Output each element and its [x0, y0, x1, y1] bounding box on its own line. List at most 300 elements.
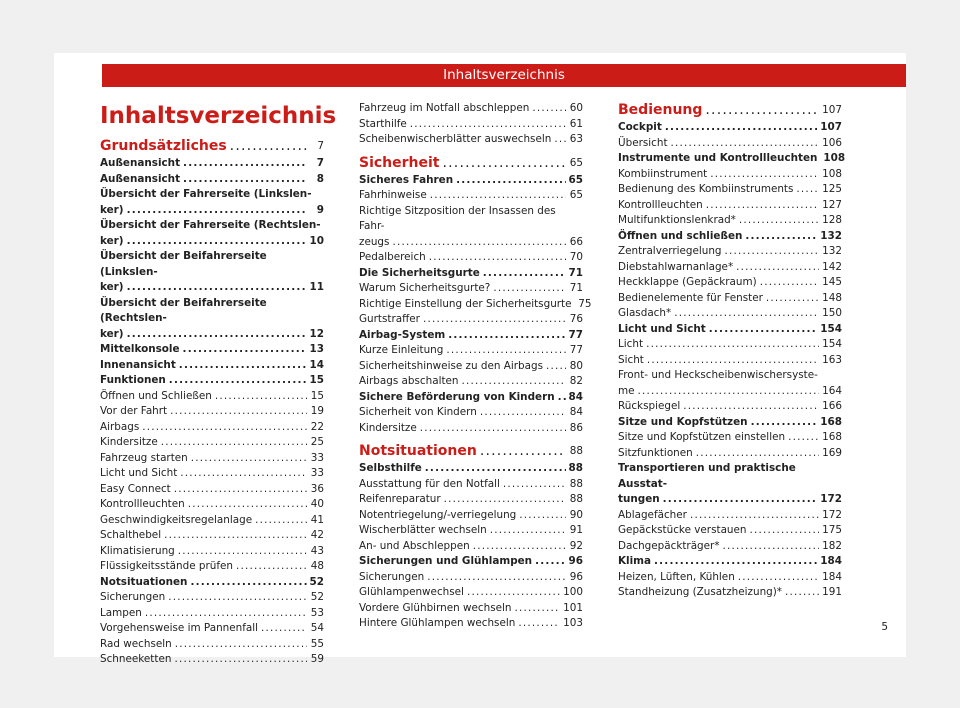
toc-entry-label: Vorgehensweise im Pannenfall: [100, 622, 259, 634]
dot-leader: [532, 101, 566, 117]
toc-entry[interactable]: [100, 420, 324, 436]
toc-entry[interactable]: [359, 523, 583, 539]
toc-entry-line: Transportieren und praktische Ausstat-: [618, 462, 796, 490]
dot-leader: [710, 167, 819, 183]
toc-entry[interactable]: [359, 281, 583, 297]
toc-entry[interactable]: [359, 405, 583, 421]
toc-entry[interactable]: [618, 229, 842, 245]
toc-page-number: 70: [569, 251, 583, 263]
toc-entry[interactable]: [359, 235, 583, 251]
toc-entry-label: Hintere Glühlampen wechseln: [359, 617, 516, 629]
toc-entry-label: Cockpit: [618, 121, 662, 133]
toc-entry[interactable]: [100, 156, 324, 172]
header-title: Inhaltsverzeichnis: [443, 67, 565, 83]
toc-entry-label: Sicherheit: [359, 154, 440, 171]
dot-leader: [425, 461, 566, 477]
toc-entry[interactable]: [618, 523, 842, 539]
toc-entry-label: ker): [100, 203, 124, 216]
document-page: [54, 53, 906, 665]
dot-leader: [190, 575, 306, 591]
dot-leader: [127, 234, 307, 250]
dot-leader: [142, 420, 307, 436]
toc-entry-label: Airbags: [100, 420, 140, 433]
toc-page-number: 19: [310, 405, 324, 417]
toc-entry[interactable]: [359, 570, 583, 586]
toc-entry[interactable]: [359, 312, 583, 328]
toc-entry[interactable]: [100, 637, 324, 653]
toc-page-number: 59: [310, 653, 324, 665]
toc-entry[interactable]: [618, 306, 842, 322]
dot-leader: [420, 421, 566, 437]
toc-entry-label: Pedalbereich: [359, 251, 426, 263]
toc-entry-label: Mittelkonsole: [100, 343, 180, 355]
toc-entry[interactable]: [359, 173, 583, 189]
toc-entry[interactable]: [100, 203, 324, 219]
toc-page-number: 164: [822, 384, 842, 397]
toc-page-number: 76: [569, 313, 583, 325]
toc-entry[interactable]: [618, 446, 842, 462]
dot-leader: [174, 652, 307, 668]
dot-leader: [518, 616, 560, 632]
toc-entry-label: Geschwindigkeitsregelanlage: [100, 513, 253, 526]
dot-leader: [423, 312, 566, 328]
toc-page-number: 60: [569, 102, 583, 114]
dot-leader: [456, 173, 565, 189]
dot-leader: [745, 229, 817, 245]
toc-entry[interactable]: [100, 528, 324, 544]
toc-page-number: 86: [569, 421, 583, 434]
toc-entry-label: Multifunktionslenkrad*: [618, 214, 736, 226]
toc-entry-label: Öffnen und Schließen: [100, 389, 212, 402]
dot-leader: [671, 136, 820, 152]
toc-entry[interactable]: [618, 120, 842, 136]
toc-entry[interactable]: [100, 544, 324, 560]
toc-entry-label: Schalthebel: [100, 529, 162, 541]
toc-entry-label: Vordere Glühbirnen wechseln: [359, 601, 512, 614]
toc-page-number: 154: [822, 338, 842, 350]
dot-leader: [796, 182, 819, 198]
toc-entry[interactable]: [100, 373, 324, 389]
toc-entry-label: Vor der Fahrt: [100, 405, 168, 417]
toc-entry[interactable]: [618, 260, 842, 276]
toc-entry-label: Sicherungen: [100, 591, 166, 603]
toc-entry[interactable]: [100, 590, 324, 606]
toc-entry[interactable]: [618, 291, 842, 307]
toc-entry[interactable]: [618, 492, 842, 508]
toc-page-number: 184: [820, 555, 842, 567]
toc-entry-label: Notentriegelung/-verriegelung: [359, 508, 517, 521]
toc-entry[interactable]: [618, 585, 842, 601]
toc-entry-label: Die Sicherheitsgurte: [359, 266, 480, 279]
toc-entry-label: Sicherungen: [359, 570, 425, 583]
toc-entry[interactable]: [359, 297, 592, 313]
toc-entry-label: Übersicht: [618, 136, 668, 149]
toc-entry-label: Kontrollleuchten: [100, 498, 185, 510]
toc-entry-label: Dachgepäckträger*: [618, 539, 720, 552]
toc-entry-label: Rad wechseln: [100, 637, 172, 650]
page-title: Inhaltsverzeichnis: [100, 103, 337, 129]
toc-entry[interactable]: [100, 172, 324, 188]
dot-leader: [785, 585, 819, 601]
toc-entry-label: Sicht: [618, 353, 644, 366]
dot-leader: [750, 523, 820, 539]
toc-page-number: 11: [309, 281, 324, 293]
toc-section-heading[interactable]: [618, 101, 842, 119]
toc-column-2: [359, 101, 592, 632]
dot-leader: [490, 523, 566, 539]
toc-entry[interactable]: [100, 482, 324, 498]
dot-leader: [483, 266, 566, 282]
toc-page-number: 77: [569, 344, 583, 356]
toc-entry-line: Übersicht der Fahrerseite (Linkslen-: [100, 188, 312, 200]
toc-entry-label: Scheibenwischerblätter auswechseln: [359, 133, 552, 145]
dot-leader: [467, 585, 560, 601]
toc-entry[interactable]: [618, 415, 842, 431]
toc-entry-label: Reifenreparatur: [359, 493, 441, 505]
toc-page-number: 40: [310, 498, 324, 510]
toc-page-number: 65: [569, 156, 583, 169]
toc-entry[interactable]: [100, 606, 324, 622]
toc-entry[interactable]: [618, 384, 842, 400]
toc-page-number: 90: [569, 508, 583, 521]
toc-entry-label: Airbag-System: [359, 328, 446, 341]
toc-page-number: 172: [822, 508, 842, 521]
toc-entry-label: Außenansicht: [100, 157, 181, 169]
toc-section-heading[interactable]: [100, 137, 324, 155]
toc-page-number: 182: [822, 539, 842, 552]
toc-entry-label: Öffnen und schließen: [618, 229, 743, 242]
toc-entry[interactable]: [618, 182, 842, 198]
dot-leader: [696, 446, 819, 462]
toc-page-number: 125: [822, 183, 842, 195]
toc-entry[interactable]: [618, 430, 842, 446]
toc-entry[interactable]: [100, 389, 324, 405]
toc-page-number: 191: [822, 586, 842, 598]
toc-page-number: 22: [310, 420, 324, 433]
toc-page-number: 14: [309, 358, 324, 371]
dot-leader: [647, 353, 819, 369]
dot-leader: [175, 637, 307, 653]
dot-leader: [739, 213, 819, 229]
toc-page-number: 150: [822, 307, 842, 319]
dot-leader: [473, 539, 566, 555]
dot-leader: [751, 415, 818, 431]
dot-leader: [164, 528, 307, 544]
toc-entry-label: Bedienung des Kombiinstruments: [618, 183, 794, 195]
toc-entry[interactable]: [359, 390, 583, 406]
dot-leader: [665, 120, 817, 136]
dot-leader: [127, 327, 307, 343]
toc-entry[interactable]: [100, 513, 324, 529]
toc-entry[interactable]: [618, 508, 842, 524]
toc-entry[interactable]: [618, 399, 842, 415]
toc-entry-label: Bedienelemente für Fenster: [618, 291, 763, 304]
dot-leader: [127, 203, 307, 219]
toc-entry[interactable]: [359, 477, 583, 493]
toc-entry-label: Licht: [618, 338, 644, 350]
toc-entry-label: Glasdach*: [618, 307, 672, 319]
toc-entry-line: Übersicht der Fahrerseite (Rechtslen-: [100, 219, 321, 231]
toc-entry-line: Übersicht der Beifahrerseite (Rechtslen-: [100, 296, 267, 324]
toc-entry-label: Glühlampenwechsel: [359, 586, 464, 598]
toc-entry[interactable]: [100, 327, 324, 343]
toc-entry-label: Flüssigkeitsstände prüfen: [100, 560, 233, 572]
toc-page-number: 101: [563, 601, 583, 614]
toc-entry[interactable]: [359, 421, 583, 437]
toc-entry[interactable]: [618, 353, 842, 369]
toc-entry[interactable]: [359, 117, 583, 133]
dot-leader: [654, 554, 817, 570]
toc-entry-label: Warum Sicherheitsgurte?: [359, 282, 491, 294]
toc-page-number: 82: [569, 375, 583, 387]
toc-entry[interactable]: [100, 621, 324, 637]
dot-leader: [188, 497, 307, 513]
page-number: 5: [881, 621, 888, 633]
dot-leader: [183, 172, 307, 188]
dot-leader: [706, 198, 819, 214]
toc-page-number: 168: [820, 415, 842, 428]
toc-entry-label: Sicherheitshinweise zu den Airbags: [359, 359, 544, 372]
toc-page-number: 7: [316, 157, 324, 169]
toc-entry-label: Sichere Beförderung von Kindern: [359, 390, 555, 403]
toc-page-number: 71: [568, 266, 583, 279]
toc-page-number: 88: [568, 462, 583, 474]
dot-leader: [410, 117, 566, 133]
toc-entry-line: Richtige Sitzposition der Insassen des Fahr-: [359, 204, 556, 232]
toc-entry[interactable]: [100, 234, 324, 250]
dot-leader: [161, 435, 307, 451]
toc-entry[interactable]: [618, 570, 842, 586]
toc-page-number: 96: [568, 555, 583, 567]
dot-leader: [446, 343, 566, 359]
toc-entry-label: Innenansicht: [100, 358, 176, 371]
toc-page-number: 71: [569, 282, 583, 294]
toc-entry-label: Grundsätzliches: [100, 138, 227, 154]
toc-entry[interactable]: [359, 539, 583, 555]
toc-entry[interactable]: [618, 539, 842, 555]
toc-entry-label: Easy Connect: [100, 482, 171, 495]
toc-entry[interactable]: [359, 328, 583, 344]
dot-leader: [448, 328, 565, 344]
toc-entry[interactable]: [100, 280, 324, 296]
toc-entry-label: tungen: [618, 493, 660, 505]
toc-entry-label: Rückspiegel: [618, 400, 681, 412]
dot-leader: [255, 513, 307, 529]
toc-page-number: 12: [309, 327, 324, 340]
toc-entry-label: Bedienung: [618, 102, 703, 118]
toc-entry-label: Gepäckstücke verstauen: [618, 524, 747, 536]
toc-entry-label: Ablagefächer: [618, 508, 687, 521]
toc-entry[interactable]: [100, 404, 324, 420]
toc-entry[interactable]: [359, 250, 583, 266]
toc-entry-label: Standheizung (Zusatzheizung)*: [618, 586, 783, 598]
dot-leader: [168, 590, 307, 606]
toc-entry[interactable]: [359, 508, 583, 524]
toc-entry[interactable]: [359, 266, 583, 282]
dot-leader: [179, 358, 307, 374]
toc-page-number: 61: [569, 117, 583, 130]
toc-entry-label: Ausstattung für den Notfall: [359, 477, 500, 490]
toc-entry[interactable]: [100, 342, 324, 358]
toc-entry[interactable]: [100, 575, 324, 591]
toc-page-number: 184: [822, 570, 842, 583]
toc-entry-label: Kindersitze: [100, 436, 158, 448]
dot-leader: [230, 137, 307, 155]
dot-leader: [558, 390, 566, 406]
toc-entry-label: Klimatisierung: [100, 544, 175, 557]
toc-entry[interactable]: [359, 554, 583, 570]
toc-page-number: 148: [822, 291, 842, 304]
toc-entry[interactable]: [359, 188, 583, 204]
dot-leader: [183, 156, 307, 172]
toc-entry[interactable]: [359, 343, 583, 359]
dot-leader: [736, 260, 819, 276]
toc-entry[interactable]: [618, 167, 842, 183]
dot-leader: [709, 322, 818, 338]
dot-leader: [766, 291, 819, 307]
dot-leader: [493, 281, 566, 297]
toc-entry[interactable]: [359, 374, 583, 390]
dot-leader: [170, 404, 307, 420]
toc-entry[interactable]: [100, 358, 324, 374]
toc-entry[interactable]: [100, 466, 324, 482]
dot-leader: [760, 275, 819, 291]
toc-page-number: 88: [569, 493, 583, 505]
dot-leader: [392, 235, 566, 251]
toc-entry[interactable]: [359, 132, 583, 148]
toc-page-number: 107: [820, 121, 842, 133]
dot-leader: [169, 373, 307, 389]
toc-page-number: 103: [563, 617, 583, 629]
toc-section-heading[interactable]: [359, 154, 583, 172]
toc-entry[interactable]: [618, 554, 842, 570]
toc-entry-label: Gurtstraffer: [359, 313, 420, 325]
toc-page-number: 168: [822, 431, 842, 443]
toc-entry[interactable]: [100, 451, 324, 467]
toc-entry-label: ker): [100, 327, 124, 340]
dot-leader: [535, 554, 565, 570]
toc-entry[interactable]: [359, 616, 583, 632]
toc-page-number: 15: [309, 374, 324, 386]
dot-leader: [236, 559, 307, 575]
toc-entry[interactable]: [618, 322, 842, 338]
toc-page-number: 107: [822, 104, 842, 116]
toc-page-number: 65: [568, 173, 583, 186]
dot-leader: [430, 188, 566, 204]
toc-page-number: 166: [822, 400, 842, 412]
toc-entry-label: Licht und Sicht: [100, 467, 178, 479]
toc-entry-label: zeugs: [359, 235, 390, 248]
toc-page-number: 77: [568, 328, 583, 341]
dot-leader: [503, 477, 566, 493]
toc-entry-label: Heckklappe (Gepäckraum): [618, 276, 757, 288]
toc-entry-label: Airbags abschalten: [359, 375, 459, 387]
toc-entry-label: Fahrzeug im Notfall abschleppen: [359, 102, 530, 114]
toc-page-number: 142: [822, 260, 842, 273]
toc-entry[interactable]: [100, 559, 324, 575]
toc-entry[interactable]: [618, 136, 842, 152]
dot-leader: [554, 132, 566, 148]
toc-entry-label: Notsituationen: [100, 575, 188, 588]
dot-leader: [427, 570, 566, 586]
dot-leader: [690, 508, 819, 524]
toc-entry[interactable]: [618, 151, 846, 167]
toc-section-heading[interactable]: [359, 442, 583, 460]
toc-entry-label: Kombiinstrument: [618, 167, 708, 180]
toc-page-number: 172: [820, 493, 842, 505]
toc-entry-label: Außenansicht: [100, 172, 181, 185]
toc-page-number: 15: [310, 389, 324, 402]
toc-entry[interactable]: [618, 198, 842, 214]
toc-page-number: 92: [569, 539, 583, 552]
toc-entry[interactable]: [359, 492, 583, 508]
toc-entry[interactable]: [618, 337, 842, 353]
toc-entry-label: Sitzfunktionen: [618, 446, 693, 459]
toc-entry-label: Kurze Einleitung: [359, 344, 444, 356]
dot-leader: [178, 544, 307, 560]
toc-entry-line: Front- und Heckscheibenwischersyste-: [618, 369, 818, 381]
toc-entry[interactable]: [618, 213, 842, 229]
toc-entry[interactable]: [359, 461, 583, 477]
toc-entry[interactable]: [359, 101, 583, 117]
dot-leader: [546, 359, 566, 375]
toc-entry[interactable]: [100, 435, 324, 451]
toc-page-number: 88: [569, 445, 583, 457]
dot-leader: [145, 606, 307, 622]
toc-entry-label: Sitze und Kopfstützen: [618, 415, 748, 428]
toc-page-number: 25: [310, 436, 324, 448]
toc-entry-label: Selbsthilfe: [359, 462, 422, 474]
toc-page-number: 100: [563, 586, 583, 598]
toc-page-number: 43: [310, 544, 324, 557]
toc-entry[interactable]: [359, 359, 583, 375]
toc-entry-label: Sitze und Kopfstützen einstellen: [618, 431, 786, 443]
toc-page-number: 10: [309, 234, 324, 247]
toc-page-number: 55: [310, 637, 324, 650]
toc-page-number: 8: [316, 172, 324, 185]
toc-entry[interactable]: [618, 244, 842, 260]
dot-leader: [788, 430, 819, 446]
dot-leader: [723, 539, 820, 555]
dot-leader: [646, 337, 819, 353]
toc-column-3: [618, 101, 846, 601]
toc-page-number: 108: [822, 167, 842, 180]
dot-leader: [738, 570, 819, 586]
toc-entry-label: Notsituationen: [359, 443, 477, 459]
toc-entry-label: Schneeketten: [100, 653, 172, 665]
toc-page-number: 145: [822, 276, 842, 288]
dot-leader: [480, 405, 566, 421]
dot-leader: [674, 306, 819, 322]
toc-entry[interactable]: [618, 275, 842, 291]
toc-entry-label: Starthilfe: [359, 117, 407, 130]
toc-entry[interactable]: [359, 585, 583, 601]
toc-entry-label: Sicherungen und Glühlampen: [359, 555, 533, 567]
toc-page-number: 96: [569, 570, 583, 583]
toc-page-number: 132: [822, 245, 842, 257]
toc-page-number: 84: [568, 390, 583, 403]
toc-page-number: 108: [823, 152, 846, 164]
dot-leader: [174, 482, 307, 498]
toc-page-number: 128: [822, 214, 842, 226]
toc-page-number: 163: [822, 353, 842, 366]
toc-page-number: 36: [310, 482, 324, 495]
toc-entry-label: Kindersitze: [359, 421, 417, 434]
toc-entry[interactable]: [359, 601, 583, 617]
dot-leader: [638, 384, 820, 400]
toc-entry[interactable]: [100, 497, 324, 513]
toc-entry[interactable]: [100, 652, 324, 668]
